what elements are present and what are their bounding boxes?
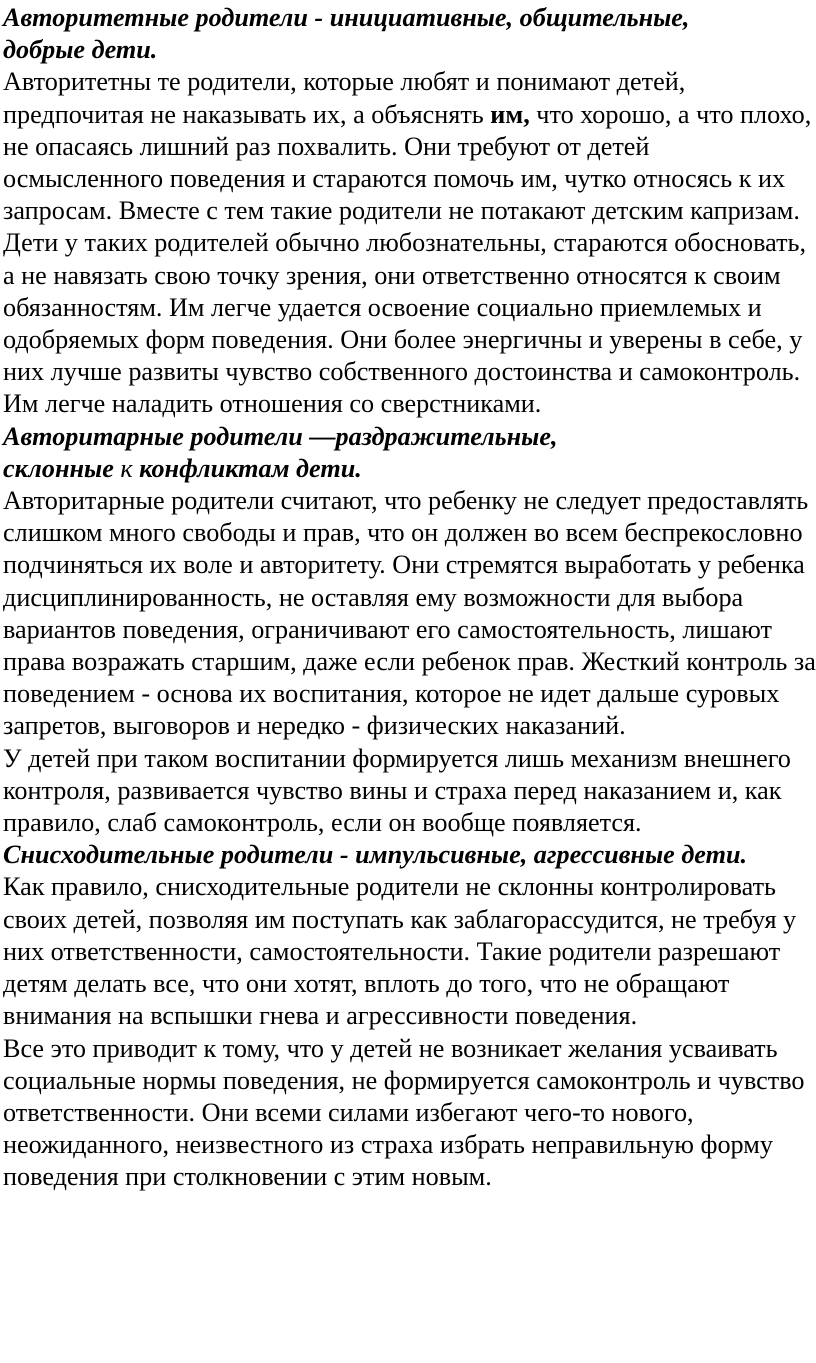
paragraph: Все это приводит к тому, что у детей не возникает желания усваивать социальные нормы поведения, не формируется самоконтроль и чувство ответственности. Они всеми силами избегают чего-то нового, неожиданного, неизвестного из страха избрать неправильную форму поведения при столкновении с этим новым. bbox=[3, 1033, 805, 1192]
paragraph: Как правило, снисходительные родители не склонны контролировать своих детей, позволяя им поступать как заблагорассудится, не требуя у них ответственности, самостоятельности. Такие родители разрешают детям делать все, что они хотят, вплоть до того, что не обращают внимания на вспышки гнева и агрессивности поведения. bbox=[3, 872, 797, 1031]
heading-text: к bbox=[120, 453, 133, 483]
paragraph-text: Авторитетны те родители, которые любят и понимают детей, предпочитая не наказывать их, а объяснять bbox=[3, 67, 686, 129]
paragraph-text: что хорошо, а что плохо, не опасаясь лишний раз похвалить. Они требуют от детей осмысленного поведения и стараются помочь им, чутко относясь к их запросам. Вместе с тем такие родители не потакают детским капризам. bbox=[3, 99, 812, 226]
heading-line: Авторитетные родители - инициативные, общительные, bbox=[3, 3, 690, 32]
paragraph: Дети у таких родителей обычно любознательны, стараются обосновать, а не навязать свою точку зрения, они ответственно относятся к своим обязанностям. Им легче удается освоение социально приемлемых и одобряемых форм поведения. Они более энергичны и уверены в себе, у них лучше развиты чувство собственного достоинства и самоконтроль. Им легче наладить отношения со сверстниками. bbox=[3, 228, 807, 419]
heading-text: склонные bbox=[3, 453, 121, 483]
heading-line bbox=[3, 454, 362, 483]
paragraph: У детей при таком воспитании формируется лишь механизм внешнего контроля, развивается чувство вины и страха перед наказанием и, как правило, слаб самоконтроль, если он вообще появляется. bbox=[3, 743, 791, 838]
bold-word: им, bbox=[490, 99, 530, 129]
heading-line: Авторитарные родители —раздражительные, bbox=[3, 421, 558, 451]
paragraph bbox=[3, 66, 816, 227]
section-heading-authoritarian bbox=[3, 421, 816, 485]
heading-text: конфликтам дети. bbox=[132, 453, 362, 483]
paragraph: Авторитарные родители считают, что ребенку не следует предоставлять слишком много свободы и прав, что он должен во всем беспрекословно подчиняться их воле и авторитету. Они стремятся выработать у ребенка дисциплинированность, не оставляя ему возможности для выбора вариантов поведения, ограничивают его самостоятельность, лишают права возражать старшим, даже если ребенок прав. Жесткий контроль за поведением - основа их воспитания, которое не идет дальше суровых запретов, выговоров и нередко - физических наказаний. bbox=[3, 486, 816, 741]
heading-line: добрые дети. bbox=[3, 35, 158, 65]
section-heading-authoritative bbox=[3, 2, 816, 66]
section-heading-permissive: Снисходительные родители - импульсивные, агрессивные дети. bbox=[3, 840, 748, 870]
